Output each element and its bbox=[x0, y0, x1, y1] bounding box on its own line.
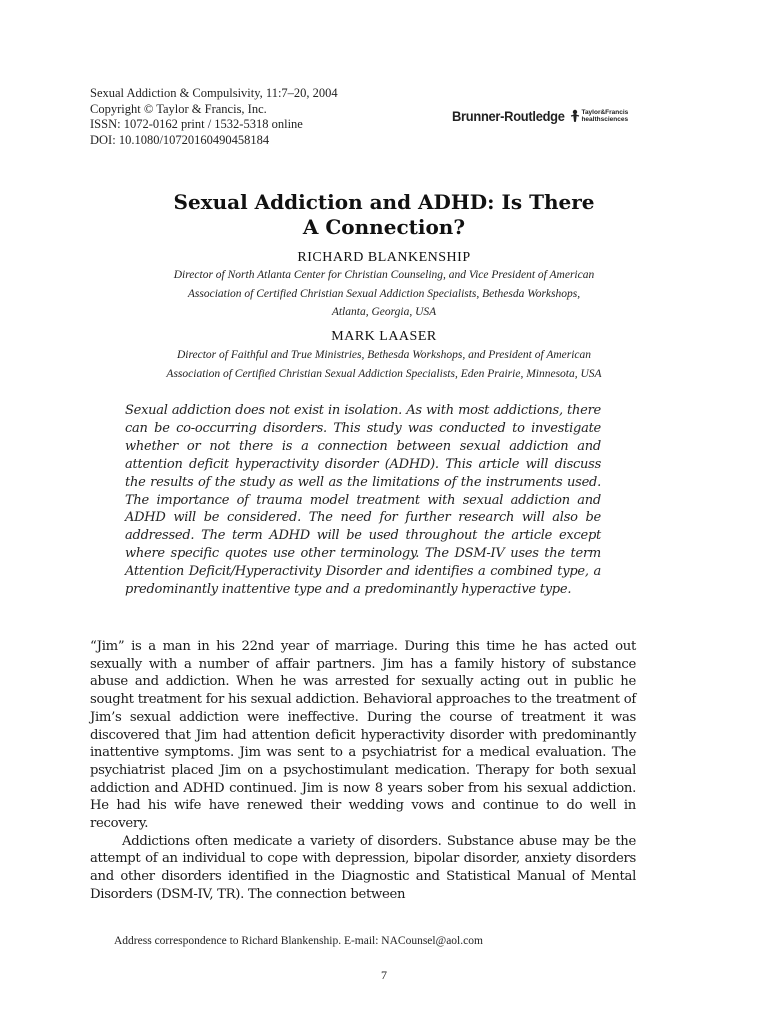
affiliation-line: Association of Certified Christian Sexual Addiction Specialists, Bethesda Workshops, bbox=[187, 287, 581, 300]
journal-info bbox=[90, 86, 338, 148]
affiliation-line: Director of North Atlanta Center for Christian Counseling, and Vice President of American bbox=[173, 269, 595, 281]
author-name-2: MARK LAASER bbox=[331, 329, 437, 344]
paper-title-line2: A Connection? bbox=[302, 215, 466, 239]
publisher-name: Brunner-Routledge bbox=[452, 108, 565, 124]
doi-line: DOI: 10.1080/10720160490458184 bbox=[90, 132, 270, 147]
author-name-1: RICHARD BLANKENSHIP bbox=[297, 250, 471, 265]
abstract: Sexual addiction does not exist in isolation. As with most addictions, there can be co-occurring disorders. This study was conducted to investigate whether or not there is a connection between sexual addiction and attention deficit hyperactivity disorder (ADHD). This article will discuss the results of the study as well as the limitations of the instruments used. The importance of trauma model treatment with sexual addiction and ADHD will be considered. The need for further research will also be addressed. The term ADHD will be used throughout the article except where specific quotes use other terminology. The DSM-IV uses the term Attention Deficit/Hyperactivity Disorder and identifies a combined type, a predominantly inattentive type and a predominantly hyperactive type. bbox=[125, 403, 601, 598]
copyright-line: Copyright © Taylor & Francis, Inc. bbox=[90, 101, 267, 116]
journal-citation: Sexual Addiction & Compulsivity, 11:7–20, 2004 bbox=[90, 86, 338, 100]
correspondence-footnote: Address correspondence to Richard Blankenship. E-mail: NACounsel@aol.com bbox=[114, 935, 483, 947]
affiliation-line: Director of Faithful and True Ministries, Bethesda Workshops, and President of American bbox=[176, 349, 592, 361]
body-text bbox=[90, 638, 636, 904]
body-paragraph: “Jim” is a man in his 22nd year of marriage. During this time he has acted out sexually with a number of affair partners. Jim has a family history of substance abuse and addiction. When he was arrested for sexually acting out in public he sought treatment for his sexual addiction. Behavioral approaches to the treatment of Jim’s sexual addiction were ineffective. During the course of treatment it was discovered that Jim had attention deficit hyperactivity disorder with predominantly inattentive symptoms. Jim was sent to a psychiatrist for a medical evaluation. The psychiatrist placed Jim on a psychostimulant medication. Therapy for both sexual addiction and ADHD continued. Jim is now 8 years sober from his sexual addiction. He had his wife have renewed their wedding vows and continue to do well in recovery. bbox=[90, 639, 636, 832]
page-number: 7 bbox=[381, 968, 387, 982]
affiliation-line: Association of Certified Christian Sexual Addiction Specialists, Eden Prairie, Minnesota, USA bbox=[166, 367, 602, 380]
publisher-sub-line1: Taylor&Francis bbox=[581, 109, 629, 116]
publisher-logo bbox=[452, 108, 628, 124]
taylor-francis-logo-icon bbox=[570, 109, 580, 123]
body-paragraph: Addictions often medicate a variety of disorders. Substance abuse may be the attempt of an individual to cope with depression, bipolar disorder, anxiety disorders and other disorders identified in the Diagnostic and Statistical Manual of Mental Disorders (DSM-IV, TR). The connection between bbox=[90, 833, 636, 902]
paper-title-line1: Sexual Addiction and ADHD: Is There bbox=[173, 190, 595, 214]
author-affiliation-2 bbox=[80, 346, 688, 383]
paper-title bbox=[100, 190, 668, 240]
publisher-sub-line2: healthsciences bbox=[581, 116, 629, 123]
publisher-subtitle bbox=[581, 109, 628, 123]
author-affiliation-1 bbox=[80, 266, 688, 322]
affiliation-line: Atlanta, Georgia, USA bbox=[331, 306, 437, 318]
issn-line: ISSN: 1072-0162 print / 1532-5318 online bbox=[90, 117, 303, 131]
